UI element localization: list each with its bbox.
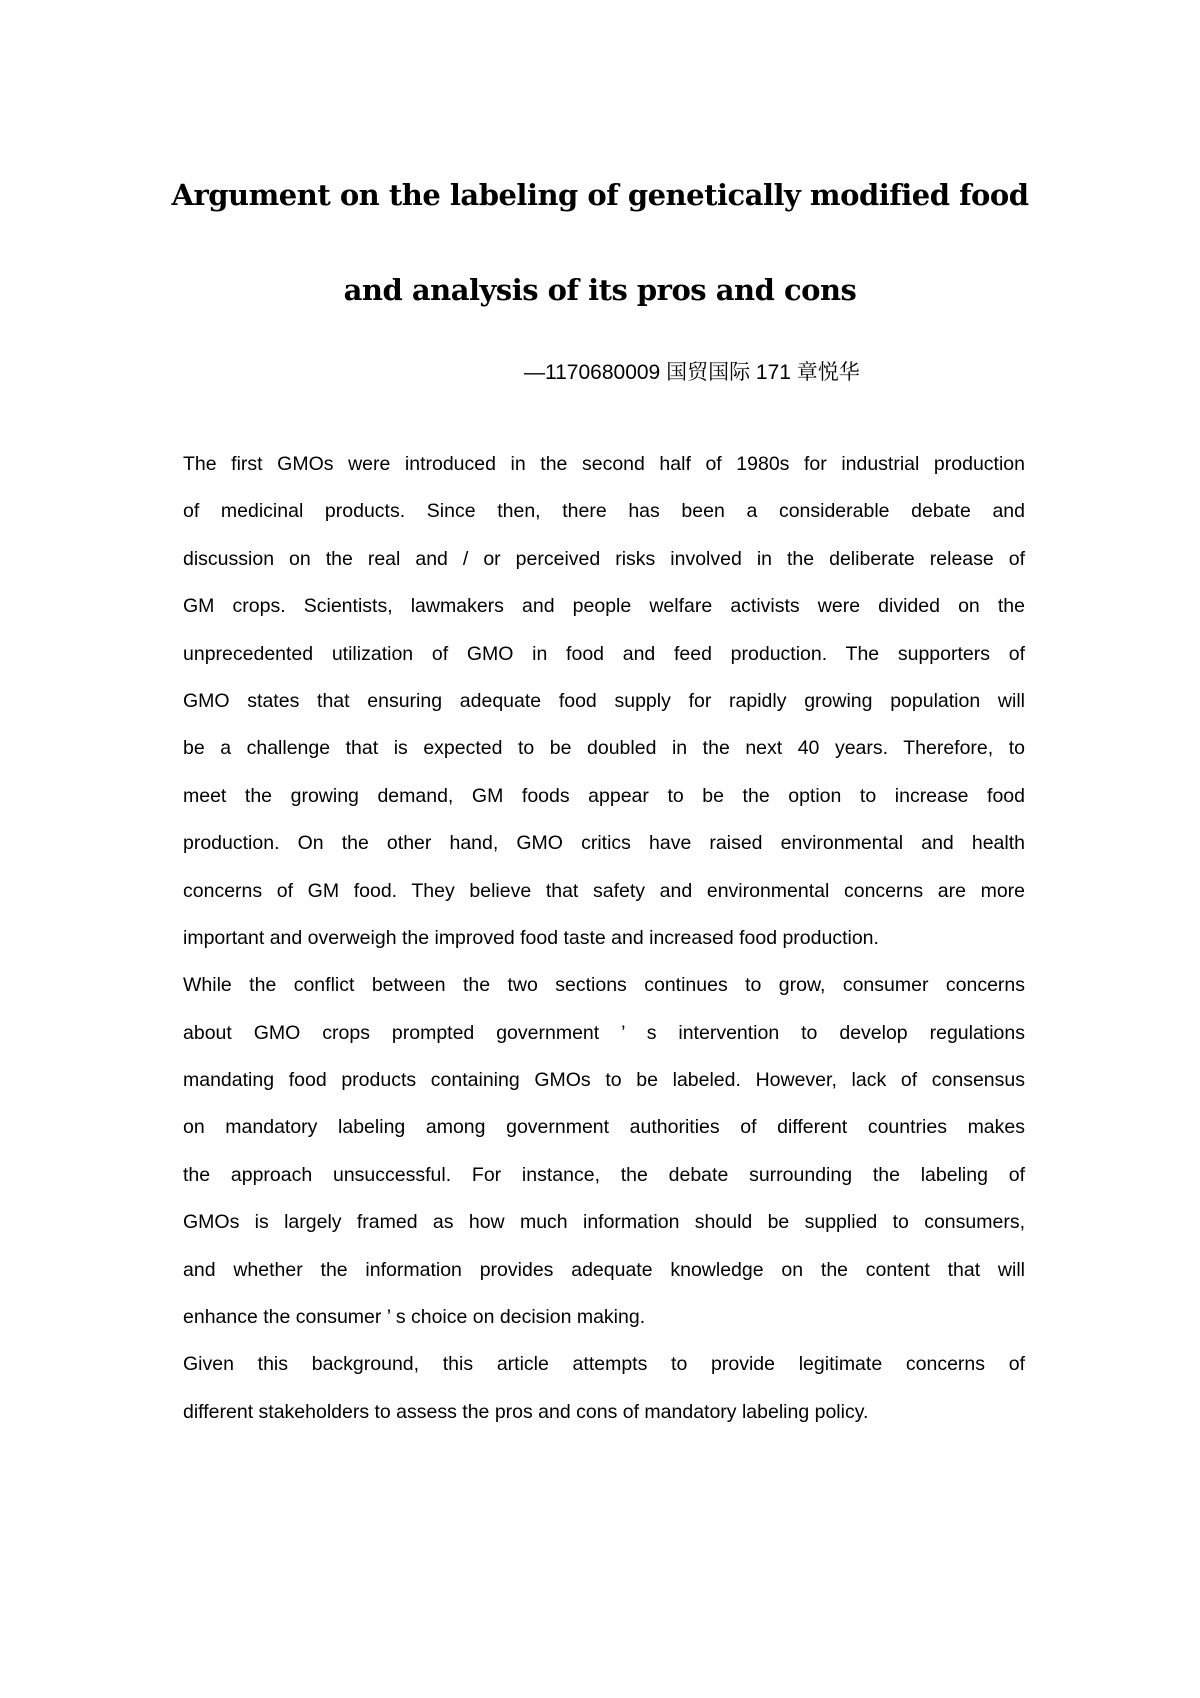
paragraph-1-line-8: meet the growing demand, GM foods appear to be the option to increase food: [183, 784, 1025, 807]
paragraph-1-line-10: concerns of GM food. They believe that safety and environmental concerns are more: [183, 879, 1025, 902]
paragraph-2-line-1: While the conflict between the two sections continues to grow, consumer concerns: [183, 974, 1025, 997]
paragraph-1-line-2: of medicinal products. Since then, there has been a considerable debate and: [183, 500, 1025, 523]
paragraph-2-line-7: and whether the information provides adequate knowledge on the content that will: [183, 1258, 1025, 1281]
paragraph-3-line-2: different stakeholders to assess the pros and cons of mandatory labeling policy.: [183, 1400, 869, 1423]
document-title-line-1: Argument on the labeling of genetically modified food: [171, 178, 1029, 212]
paragraph-1-line-5: unprecedented utilization of GMO in food and feed production. The supporters of: [183, 642, 1025, 665]
paragraph-2-line-8: enhance the consumer ’ s choice on decision making.: [183, 1306, 646, 1329]
paragraph-2-line-5: the approach unsuccessful. For instance, the debate surrounding the labeling of: [183, 1163, 1025, 1186]
body-text: [183, 449, 1025, 1444]
paragraph-3-line-1: Given this background, this article attempts to provide legitimate concerns of: [183, 1353, 1025, 1376]
paragraph-1-line-1: The first GMOs were introduced in the second half of 1980s for industrial production: [183, 453, 1025, 475]
paragraph-1-line-7: be a challenge that is expected to be doubled in the next 40 years. Therefore, to: [183, 737, 1025, 760]
paragraph-1-line-3: discussion on the real and / or perceived risks involved in the deliberate release of: [183, 547, 1025, 570]
paragraph-1-line-9: production. On the other hand, GMO critics have raised environmental and health: [183, 832, 1025, 855]
paragraph-2-line-3: mandating food products containing GMOs to be labeled. However, lack of consensus: [183, 1069, 1025, 1092]
paragraph-1-line-4: GM crops. Scientists, lawmakers and people welfare activists were divided on the: [183, 595, 1025, 618]
paragraph-2-line-2: about GMO crops prompted government ’ s intervention to develop regulations: [183, 1021, 1025, 1044]
author-line: —1170680009 国贸国际 171 章悦华: [524, 361, 860, 384]
paragraph-2-line-6: GMOs is largely framed as how much information should be supplied to consumers,: [183, 1211, 1025, 1234]
document-title-line-2: and analysis of its pros and cons: [343, 273, 857, 307]
paragraph-1-line-11: important and overweigh the improved food taste and increased food production.: [183, 926, 879, 949]
paragraph-2-line-4: on mandatory labeling among government authorities of different countries makes: [183, 1116, 1025, 1139]
paragraph-1-line-6: GMO states that ensuring adequate food supply for rapidly growing population will: [183, 689, 1025, 712]
